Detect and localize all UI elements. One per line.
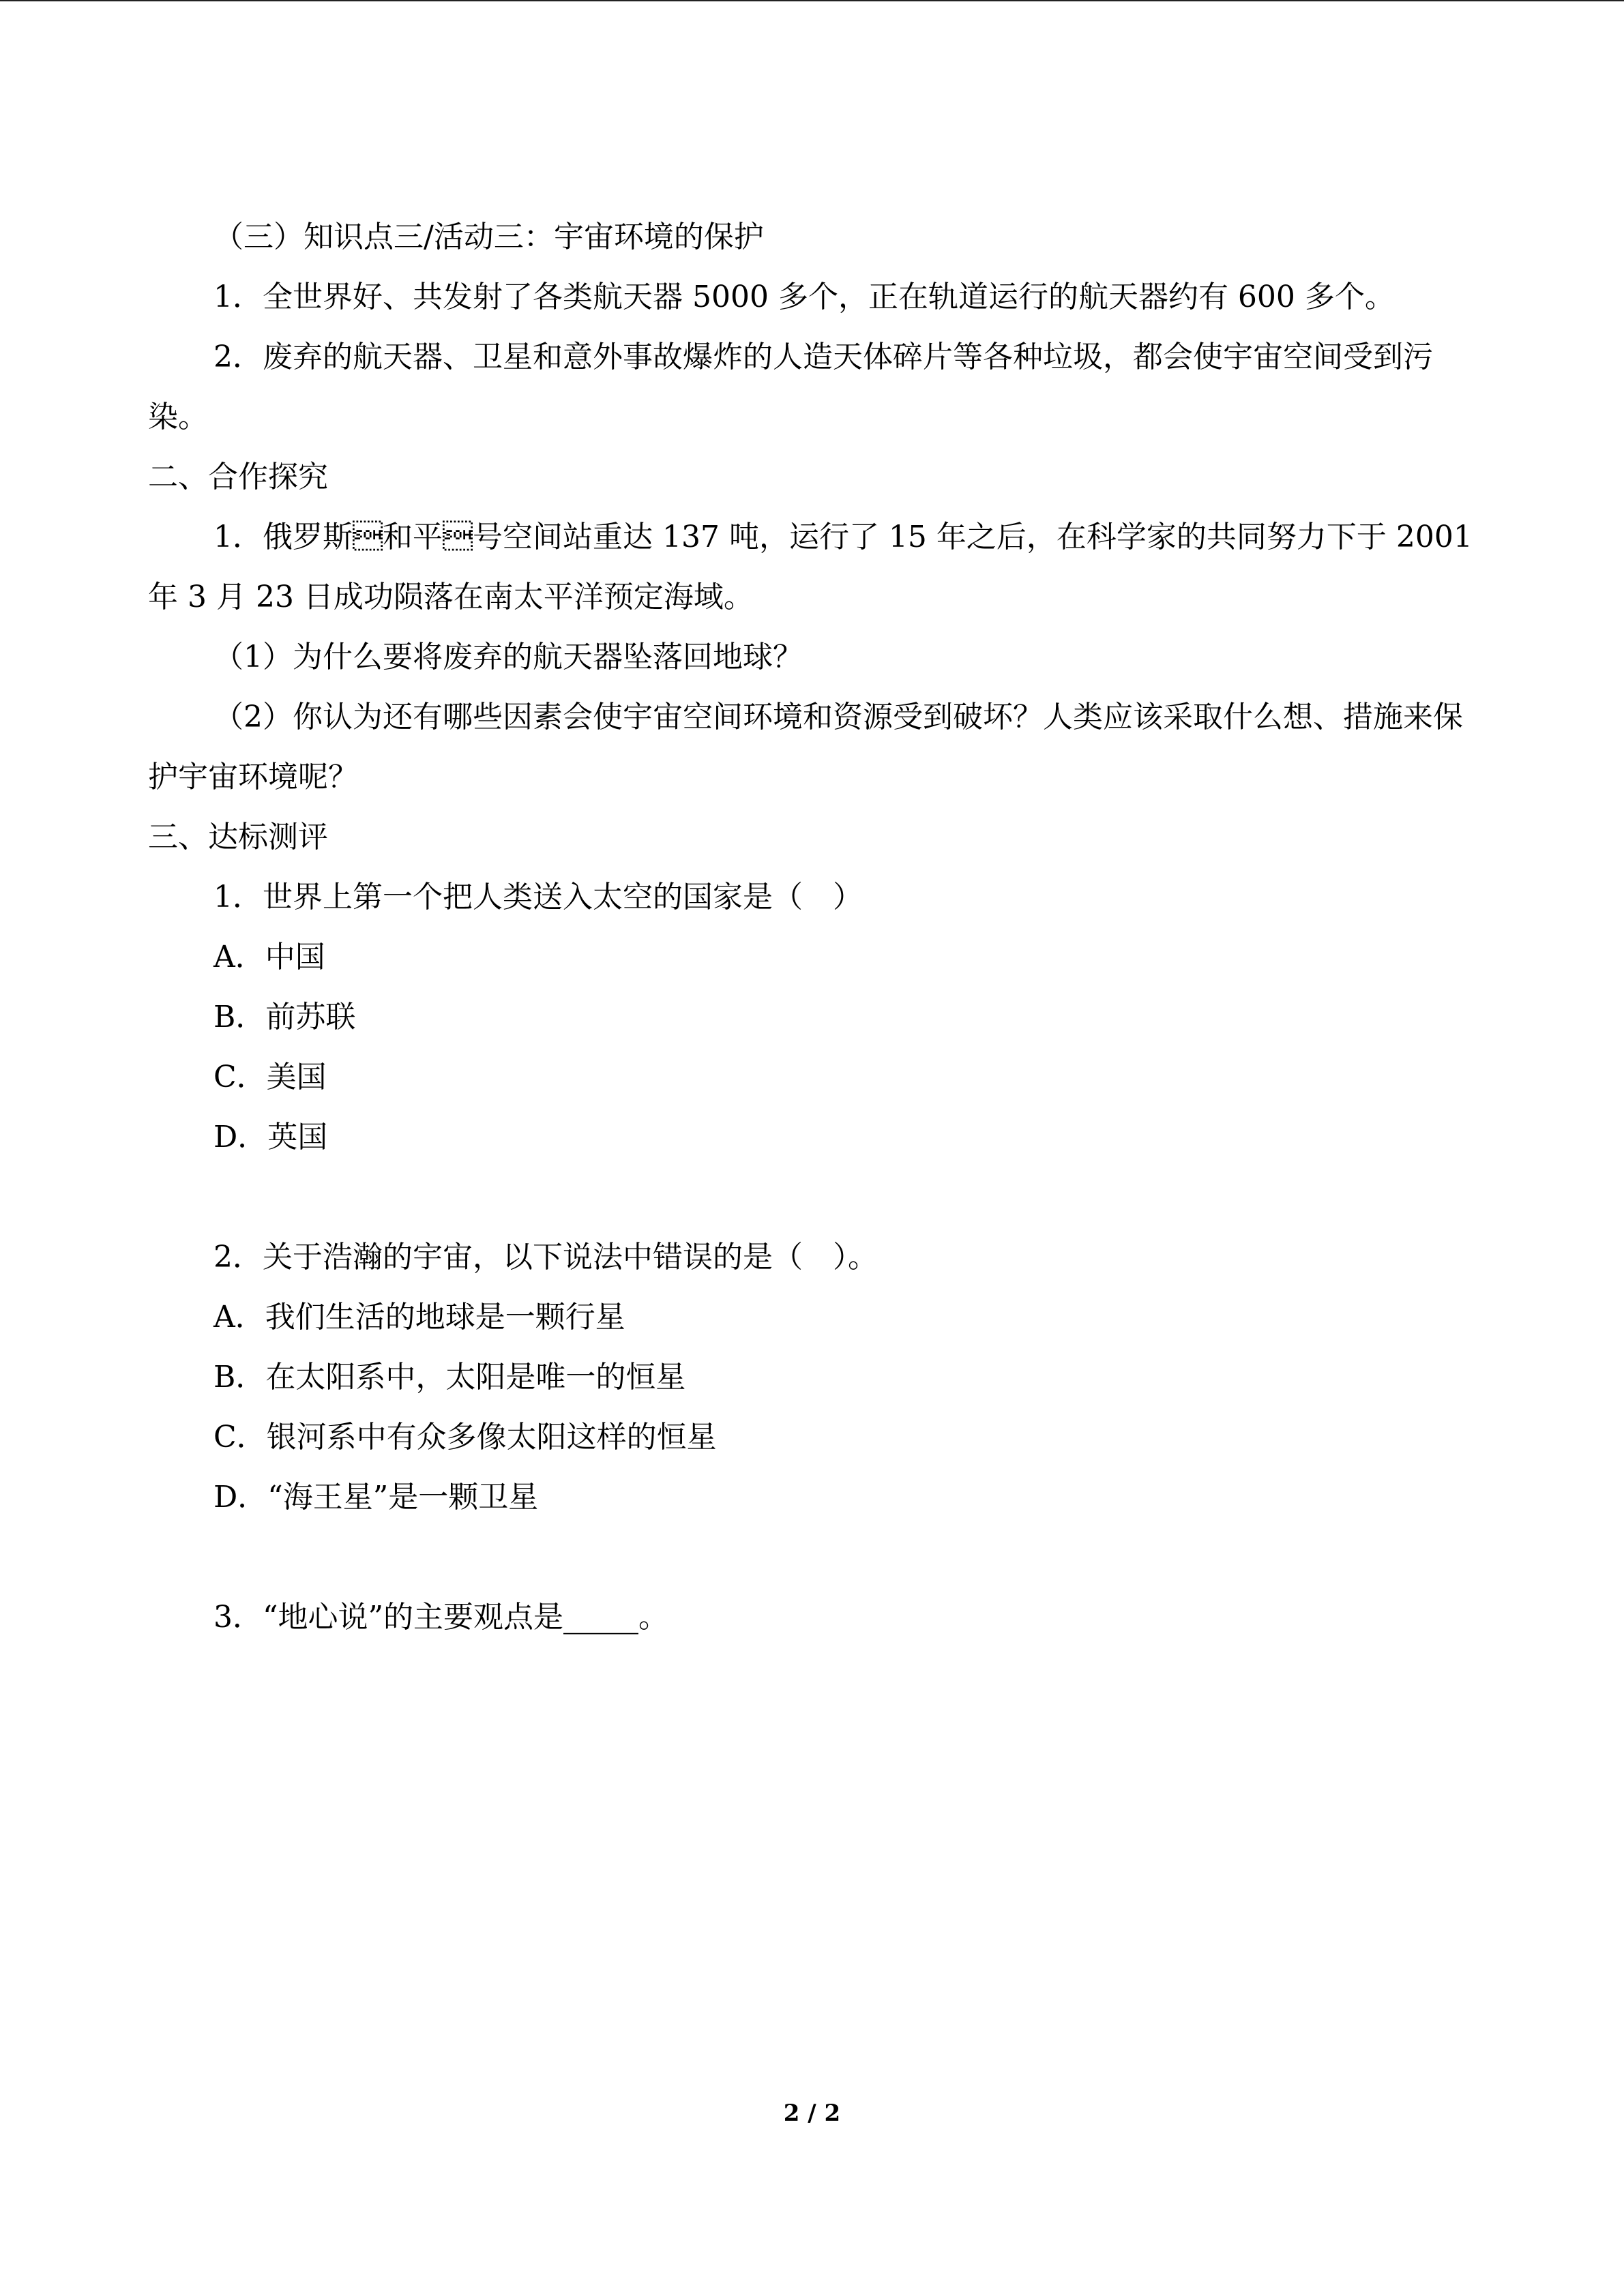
- quiz-2-option-a: A．我们生活的地球是一颗行星: [213, 1300, 625, 1335]
- document-body: [148, 207, 1482, 1648]
- quiz-1-option-d: D．英国: [213, 1120, 328, 1154]
- spacer: [148, 1527, 1478, 1587]
- question-protect-environment: （2）你认为还有哪些因素会使宇宙空间环境和资源受到破坏？人类应该采取什么想、措施来保护宇宙环境呢？: [148, 700, 1463, 794]
- quiz-1-option-a: A．中国: [213, 940, 325, 974]
- paragraph-space-debris: 2．废弃的航天器、卫星和意外事故爆炸的人造天体碎片等各种垃圾，都会使宇宙空间受到污染。: [148, 340, 1433, 434]
- quiz-2-option-d: D．“海王星”是一颗卫星: [213, 1480, 539, 1515]
- paragraph-mir-station: 1．俄罗斯和平号空间站重达 137 吨，运行了 15 年之后，在科学家的共同努力下于 2001 年 3 月 23 日成功陨落在南太平洋预定海域。: [148, 520, 1482, 614]
- quiz-1-option-c: C．美国: [213, 1060, 327, 1094]
- spacer: [148, 1167, 1478, 1227]
- quiz-1-option-b: B．前苏联: [213, 1000, 356, 1034]
- page-number: 2 / 2: [783, 2100, 841, 2127]
- section-heading-assessment: 三、达标测评: [148, 820, 328, 854]
- quiz-2-option-b: B．在太阳系中，太阳是唯一的恒星: [213, 1360, 686, 1395]
- quiz-question-1: 1．世界上第一个把人类送入太空的国家是（ ）: [213, 880, 863, 914]
- quiz-question-2: 2．关于浩瀚的宇宙，以下说法中错误的是（ ）。: [213, 1240, 878, 1274]
- question-why-deorbit: （1）为什么要将废弃的航天器坠落回地球？: [213, 640, 803, 674]
- quiz-question-3: 3．“地心说”的主要观点是_____。: [213, 1600, 668, 1635]
- section-heading-space-protection: （三）知识点三/活动三：宇宙环境的保护: [213, 220, 764, 254]
- paragraph-spacecraft-count: 1．全世界好、共发射了各类航天器 5000 多个，正在轨道运行的航天器约有 600 多个。: [213, 280, 1395, 314]
- quiz-2-option-c: C．银河系中有众多像太阳这样的恒星: [213, 1420, 717, 1455]
- section-heading-cooperation: 二、合作探究: [148, 460, 328, 494]
